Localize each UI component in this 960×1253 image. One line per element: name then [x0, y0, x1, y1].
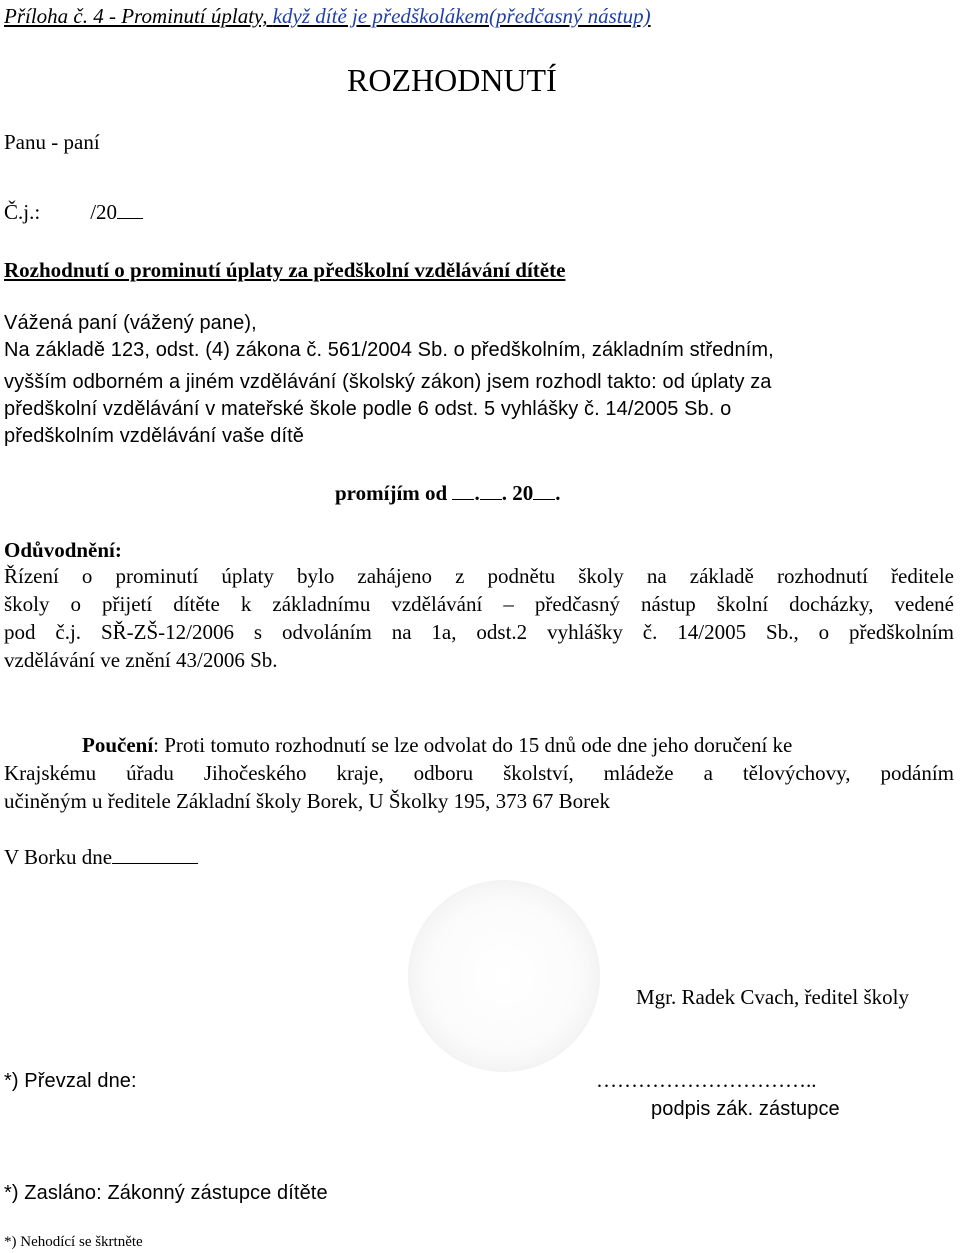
decision-subject: Rozhodnutí o prominutí úplaty za předškolní vzdělávání dítěte [4, 258, 566, 282]
footnote: *) Nehodící se škrtněte [4, 1234, 143, 1250]
decision-end: . [555, 481, 561, 505]
reasoning-line-2: školy o přijetí dítěte k základnímu vzdělávání – předčasný nástup školní docházky, vedené [4, 592, 954, 616]
body-line-4: předškolním vzdělávání vaše dítě [4, 425, 305, 447]
instruction-line-1 [82, 733, 792, 758]
received-signature-dots: ………………………….. [596, 1068, 817, 1092]
instruction-line-3: učiněným u ředitele Základní školy Borek, U Školky 195, 373 67 Borek [4, 789, 610, 813]
decision-line [335, 481, 560, 506]
instruction-line-2: Krajskému úřadu Jihočeského kraje, odboru školství, mládeže a tělovýchovy, podáním [4, 761, 954, 785]
attachment-header [4, 4, 651, 29]
reference-number [4, 200, 143, 225]
body-line-3: předškolní vzdělávání v mateřské škole podle 6 odst. 5 vyhlášky č. 14/2005 Sb. o [4, 398, 732, 420]
decision-year-blank [533, 482, 555, 500]
sent-to: *) Zasláno: Zákonný zástupce dítěte [4, 1182, 328, 1204]
salutation: Vážená paní (vážený pane), [4, 312, 257, 334]
place-date-line [4, 845, 198, 870]
reasoning-line-1: Řízení o prominutí úplaty bylo zahájeno z podnětu školy na základě rozhodnutí ředitele [4, 564, 954, 588]
decision-sep-1: . [474, 481, 480, 505]
signatory-name: Mgr. Radek Cvach, ředitel školy [636, 985, 909, 1009]
stamp-area [408, 880, 600, 1072]
reference-value: /20 [90, 200, 118, 224]
document-title: ROZHODNUTÍ [347, 62, 557, 98]
received-label: *) Převzal dne: [4, 1070, 137, 1092]
reasoning-line-4: vzdělávání ve znění 43/2006 Sb. [4, 648, 278, 672]
instruction-label: Poučení [82, 733, 154, 757]
date-blank [112, 846, 198, 864]
decision-sep-2: . 20 [501, 481, 534, 505]
reasoning-line-3: pod č.j. SŘ-ZŠ-12/2006 s odvoláním na 1a, odst.2 vyhlášky č. 14/2005 Sb., o předškolním [4, 620, 954, 644]
received-signature-label: podpis zák. zástupce [651, 1098, 840, 1120]
attachment-header-number: Příloha č. 4 - Prominutí úplaty, [4, 4, 273, 28]
reference-year-blank [117, 201, 143, 219]
decision-day-blank [452, 482, 474, 500]
place-date-label: V Borku dne [4, 845, 113, 869]
body-line-1: Na základě 123, odst. (4) zákona č. 561/2004 Sb. o předškolním, základním středním, [4, 339, 774, 361]
instruction-line-1-text: : Proti tomuto rozhodnutí se lze odvolat do 15 dnů ode dne jeho doručení ke [153, 733, 793, 757]
reasoning-heading: Odůvodnění: [4, 538, 122, 562]
body-line-2: vyšším odborném a jiném vzdělávání (školský zákon) jsem rozhodl takto: od úplaty za [4, 371, 772, 393]
decision-month-blank [480, 482, 502, 500]
addressee-label: Panu - paní [4, 130, 100, 154]
decision-text: promíjím od [335, 481, 448, 505]
attachment-header-note: když dítě je předškolákem(předčasný nástup) [272, 4, 651, 28]
reference-label: Č.j.: [4, 200, 41, 224]
